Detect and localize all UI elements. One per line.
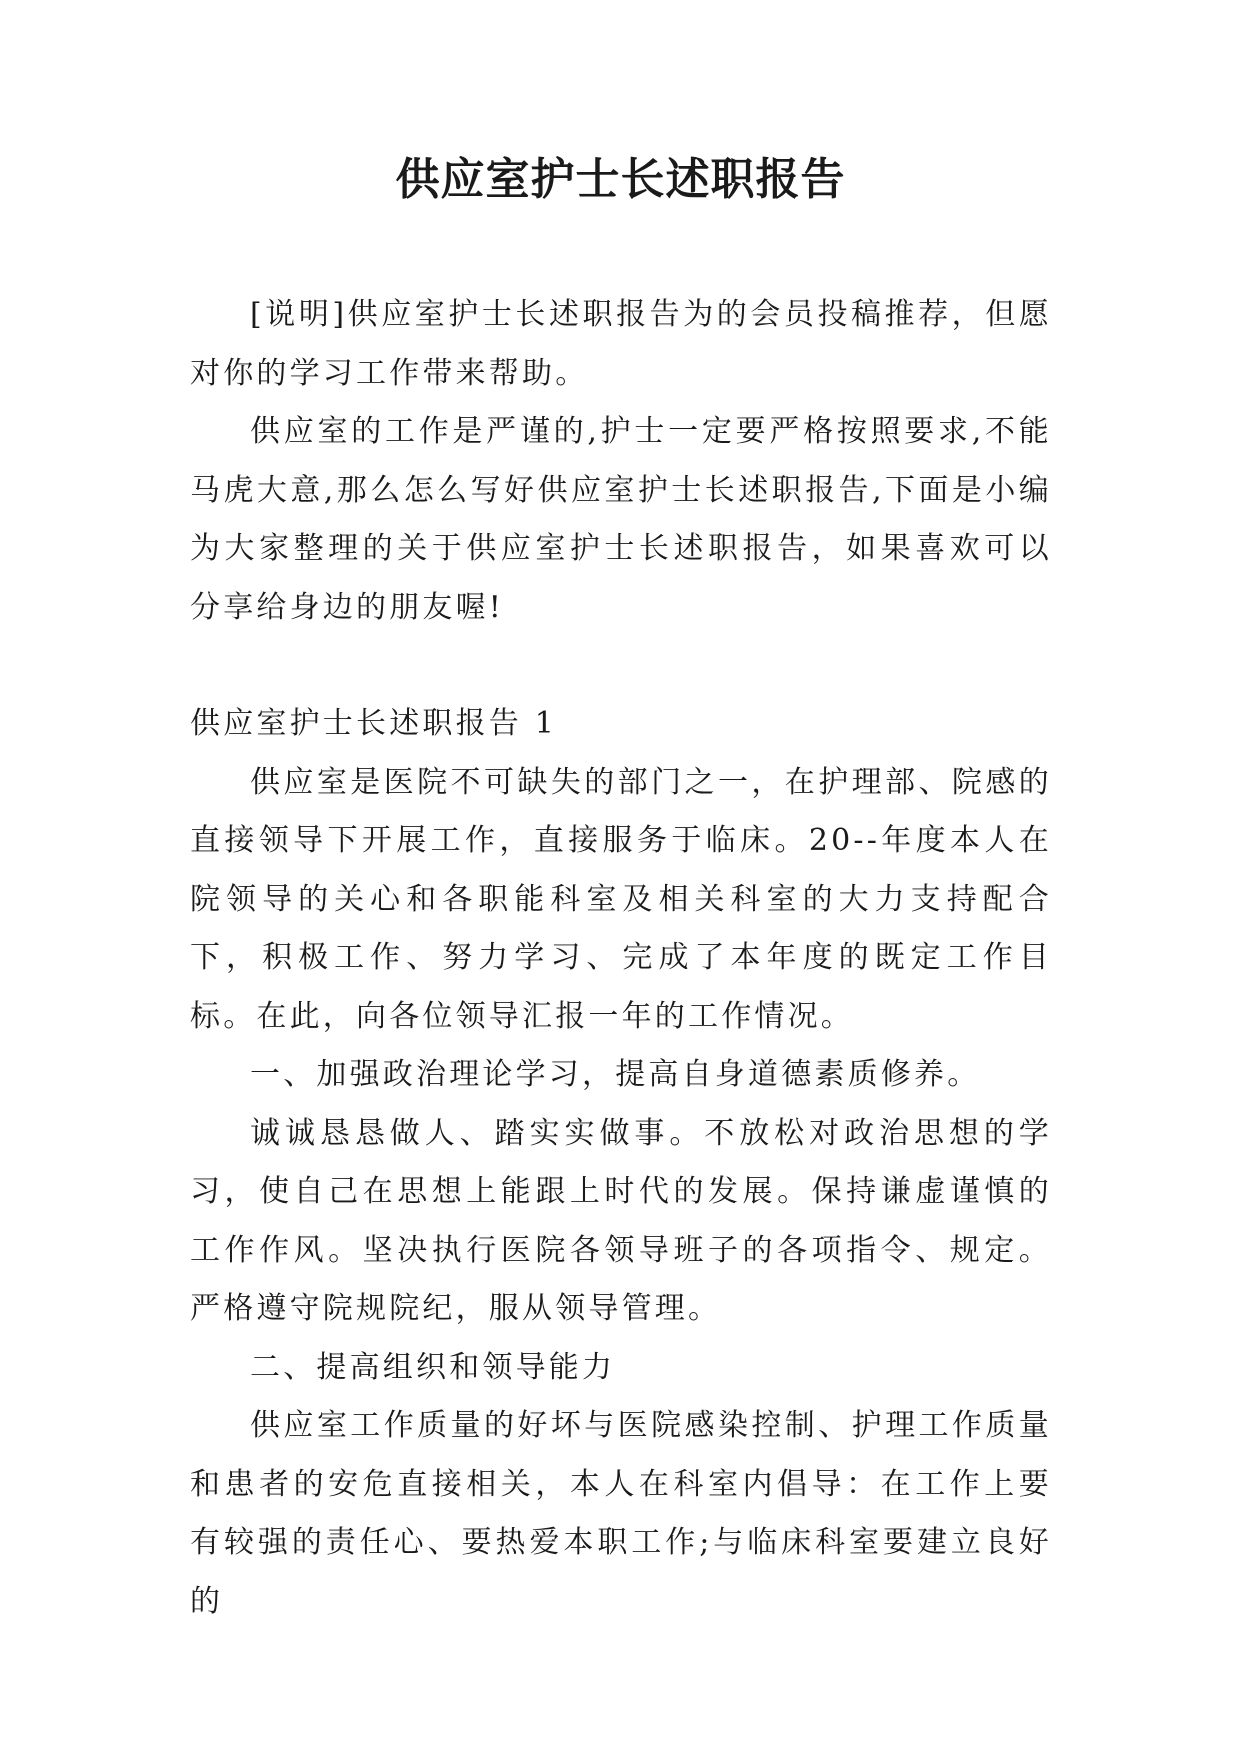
section-heading: 供应室护士长述职报告 1 (190, 706, 558, 741)
section-paragraph: 供应室是医院不可缺失的部门之一，在护理部、院感的直接领导下开展工作，直接服务于临床。20--年度本人在院领导的关心和各职能科室及相关科室的大力支持配合下，积极工作、努力学习、完成了本年度的既定工作目标。在此，向各位领导汇报一年的工作情况。 (190, 764, 1052, 1034)
item-heading-1: 一、加强政治理论学习，提高自身道德素质修养。 (250, 1057, 981, 1092)
item-body-2: 供应室工作质量的好坏与医院感染控制、护理工作质量和患者的安危直接相关，本人在科室内倡导：在工作上要有较强的责任心、要热爱本职工作;与临床科室要建立良好的 (190, 1408, 1052, 1619)
item-heading-2: 二、提高组织和领导能力 (250, 1349, 616, 1385)
intro-note-paragraph: [说明]供应室护士长述职报告为的会员投稿推荐，但愿对你的学习工作带来帮助。 (190, 297, 1052, 391)
document-title: 供应室护士长述职报告 (395, 154, 846, 205)
document-body (190, 286, 1052, 1631)
intro-lead-paragraph: 供应室的工作是严谨的,护士一定要严格按照要求,不能马虎大意,那么怎么写好供应室护士长述职报告,下面是小编为大家整理的关于供应室护士长述职报告，如果喜欢可以分享给身边的朋友喔! (190, 414, 1052, 625)
item-body-1: 诚诚恳恳做人、踏实实做事。不放松对政治思想的学习，使自己在思想上能跟上时代的发展。保持谦虚谨慎的工作作风。坚决执行医院各领导班子的各项指令、规定。严格遵守院规院纪，服从领导管理。 (190, 1115, 1052, 1326)
paragraph-spacer (190, 637, 1052, 695)
